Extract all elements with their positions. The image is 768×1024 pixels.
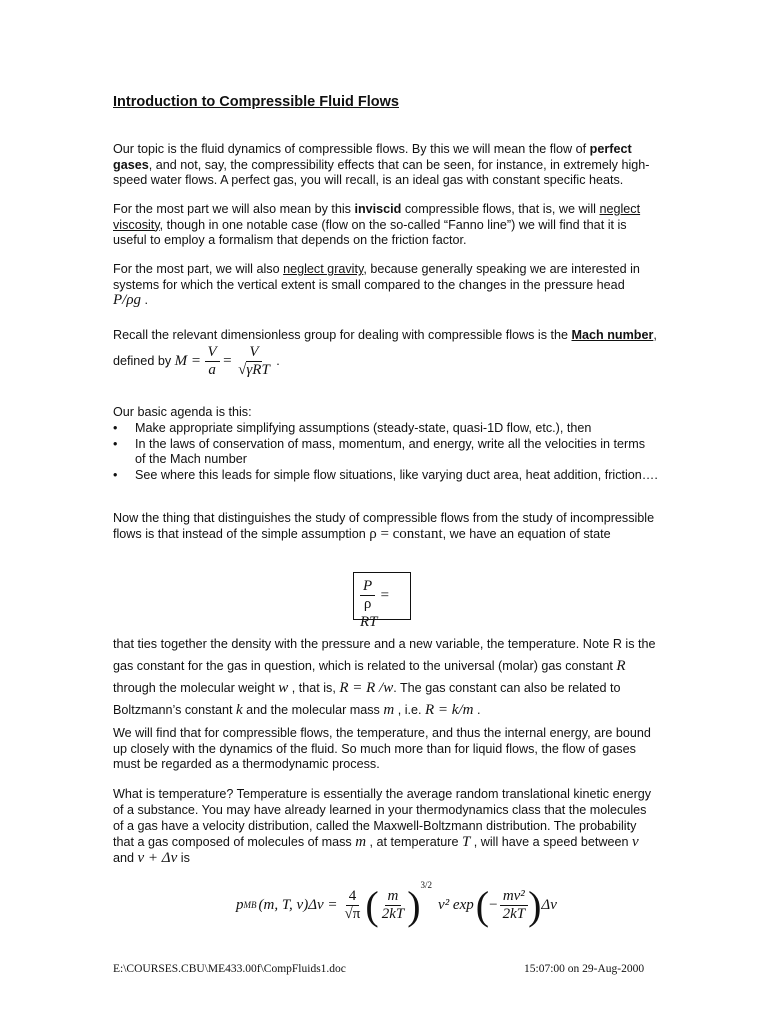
exponent: 3/2 [420, 880, 433, 890]
numerator: P [360, 578, 375, 596]
right-paren: ) [407, 882, 421, 928]
math-symbol: v [632, 834, 639, 850]
denominator: a [208, 361, 216, 378]
text: , at temperature [366, 835, 462, 849]
exponent-fraction [500, 888, 529, 923]
list-item: • See where this leads for simple flow situations, like varying duct area, heat addition, friction…. [113, 468, 658, 484]
text: What is temperature? Temperature is essentially the average random translational kinetic energy of a substance. You may have already learned in your thermodynamics class that the molecules of a gas have a velocity distribution, called the Maxwell-Boltzmann distribution. The probability that a gas composed of molecules of mass [113, 787, 652, 849]
math-symbol: m [383, 702, 395, 718]
numerator: V [205, 344, 220, 362]
left-paren: ( [475, 882, 490, 928]
power-fraction [379, 888, 408, 923]
text: and the molecular mass [242, 703, 384, 717]
boltzmann-equation: R = k/m [425, 702, 474, 718]
math-term: Δv [541, 896, 557, 913]
text: . [141, 293, 149, 308]
text: Now the thing that distinguishes the study of compressible flows from the study of incompressible flows is that instead of the simple assumption [113, 511, 655, 541]
footer-timestamp: 15:07:00 on 29-Aug-2000 [524, 963, 645, 975]
list-item: • Make appropriate simplifying assumptions (steady-state, quasi-1D flow, etc.), then [113, 421, 658, 437]
math-symbol: w [278, 680, 289, 696]
text: , will have a speed between [470, 835, 633, 849]
text: compressible flows, that is, we will [401, 202, 600, 216]
minus-sign: − [489, 896, 498, 913]
mach-fraction-1 [205, 344, 220, 379]
subscript: MB [243, 900, 257, 910]
pressure-head-math: P/ρg [113, 292, 142, 309]
mach-fraction-2 [235, 344, 273, 379]
paragraph-gas-constant [113, 633, 658, 721]
equals: = [223, 352, 232, 369]
math-symbol: R [616, 658, 626, 674]
paragraph-thermo: We will find that for compressible flows, the temperature, and thus the internal energy, are bound up closely with the dynamics of the fluid. So much more than for liquid flows, the flow of gases must be regarded as a thermodynamic process. [113, 726, 651, 772]
underlined-term: neglect viscosity [113, 202, 641, 232]
text: . [473, 703, 481, 717]
bold-term: Mach number [571, 328, 654, 342]
paragraph-intro [113, 142, 658, 189]
mach-symbol: M = [174, 352, 201, 369]
denominator: √γRT [238, 361, 270, 378]
text: through the molecular weight [113, 681, 279, 695]
maxwell-boltzmann-equation [236, 880, 557, 930]
footer-file-path: E:\COURSES.CBU\ME433.00f\CompFluids1.doc [113, 963, 346, 975]
coefficient-fraction [342, 888, 364, 923]
denominator: 2kT [381, 905, 405, 922]
text: and [113, 851, 138, 865]
text: that ties together the density with the pressure and a new variable, the temperature. Note R is the gas constant for the gas in question, which is related to the universal (molar) gas constant [113, 637, 656, 673]
paragraph-temperature [113, 786, 658, 866]
text: , we have an equation of state [442, 526, 611, 541]
numerator: V [246, 344, 261, 362]
paragraph-state [113, 511, 658, 542]
math-symbol: m [355, 834, 367, 850]
math-args: (m, T, v)Δv = [258, 896, 338, 913]
text: . [272, 353, 280, 368]
text: . The gas constant can also be related to Boltzmann’s constant [113, 681, 621, 717]
denominator: 2kT [502, 905, 526, 922]
left-paren: ( [365, 882, 379, 928]
paragraph-inviscid [113, 202, 658, 249]
document-title: Introduction to Compressible Fluid Flows [113, 94, 399, 110]
math-symbol: k [235, 702, 243, 718]
numerator: 4 [346, 888, 360, 906]
math-symbol: p [236, 896, 244, 913]
text: , because generally speaking we are interested in systems for which the vertical extent is small compared to the changes in the pressure head [113, 262, 640, 292]
math-symbol: v + Δv [137, 850, 178, 866]
paragraph-mach [113, 328, 658, 379]
list-item: • In the laws of conservation of mass, momentum, and energy, write all the velocities in terms of the Mach number [113, 437, 658, 468]
text: , and not, say, the compressibility effects that can be seen, for instance, in extremely high-speed water flows. A perfect gas, you will recall, is an ideal gas with constant specific heats. [113, 157, 650, 188]
denominator: √π [344, 905, 361, 922]
text: Recall the relevant dimensionless group for dealing with compressible flows is the [113, 328, 572, 342]
text: , though in one notable case (flow on the so-called “Fanno line”) we will find that it is useful to employ a formalism that depends on the friction factor. [113, 217, 627, 248]
text: , i.e. [394, 703, 425, 717]
agenda-intro: Our basic agenda is this: [113, 405, 252, 419]
text: is [177, 851, 190, 865]
text: For the most part we will also mean by this [113, 202, 355, 216]
math-symbol: T [461, 834, 471, 850]
agenda-list [113, 421, 658, 483]
paragraph-gravity [113, 262, 658, 309]
equation-of-state-box [353, 572, 411, 630]
bold-term: inviscid [354, 202, 402, 216]
bold-term: perfect gases [113, 142, 632, 172]
text: , that is, [288, 681, 340, 695]
eos-fraction [360, 578, 375, 613]
right-paren: ) [528, 882, 542, 928]
text: For the most part, we will also [113, 262, 284, 276]
denominator: ρ [363, 596, 372, 612]
math-term: v² exp [438, 896, 474, 913]
eos-rhs: = RT [360, 587, 390, 630]
constant-density-math: ρ = constant [369, 525, 443, 542]
text: , defined by [113, 328, 657, 368]
underlined-term: neglect gravity [283, 262, 364, 276]
numerator: mv² [500, 888, 528, 906]
gas-constant-equation: R = R /w [339, 680, 394, 696]
numerator: m [385, 888, 402, 906]
text: Our topic is the fluid dynamics of compressible flows. By this we will mean the flow of [113, 142, 590, 156]
